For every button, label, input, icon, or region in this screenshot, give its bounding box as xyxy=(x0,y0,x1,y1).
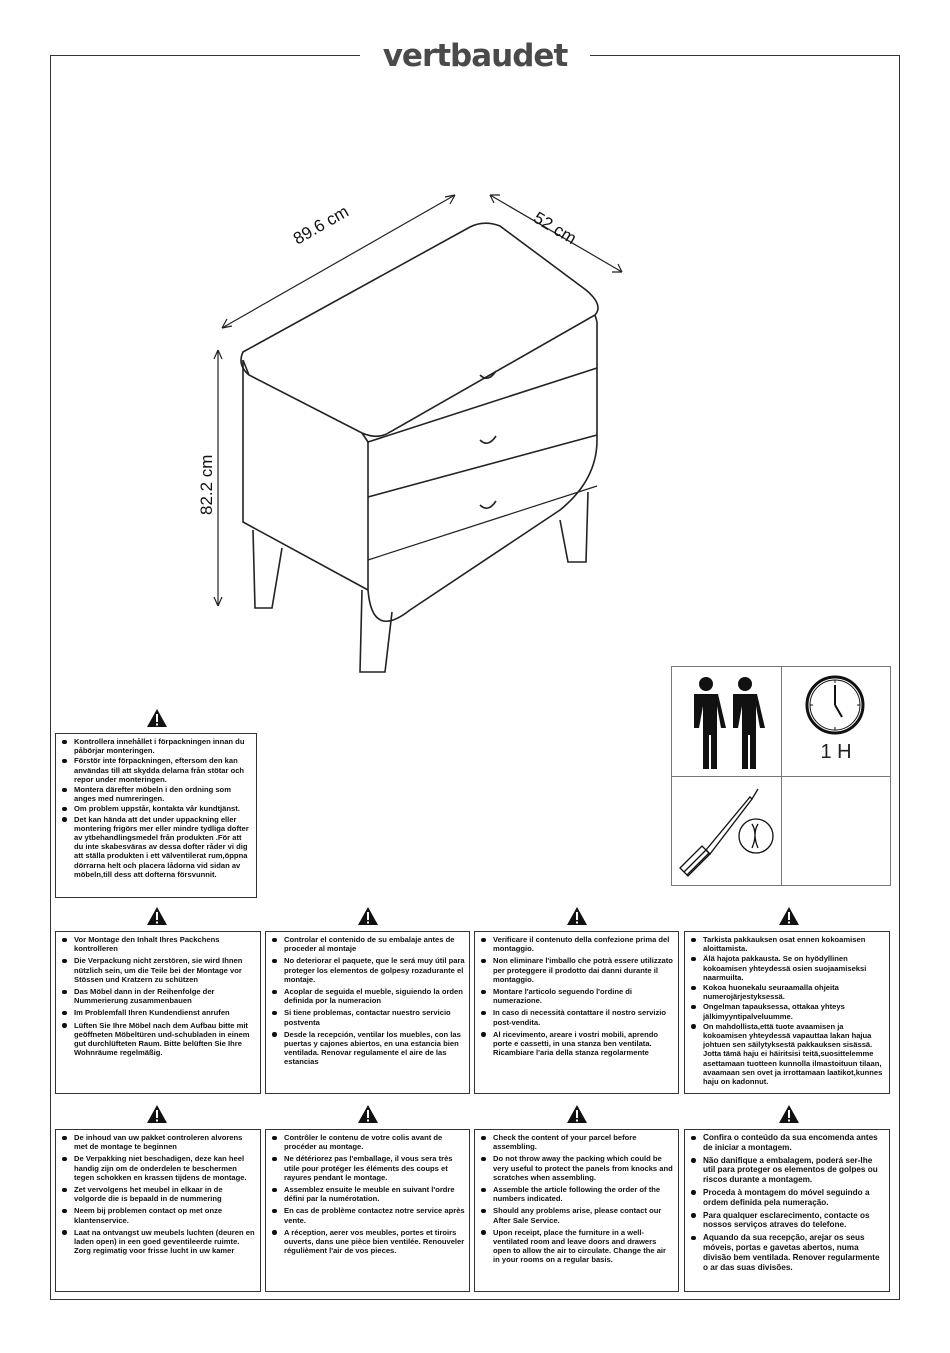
notice-item: Acoplar de seguida el mueble, siguiendo la orden definida por la numeracion xyxy=(270,987,465,1005)
warning-icon xyxy=(357,1104,379,1124)
notice-item: Tarkista pakkauksen osat ennen kokoamisen aloittamista. xyxy=(689,935,885,953)
notice-french xyxy=(265,1129,470,1292)
leg-front-left xyxy=(360,590,392,672)
notice-item: Vor Montage den Inhalt Ihres Packchens kontrolleren xyxy=(60,935,256,953)
leg-right xyxy=(560,492,588,562)
notice-item: Kontrollera innehållet i förpackningen innan du påbörjar monteringen. xyxy=(60,737,252,755)
notice-item: De inhoud van uw pakket controleren alvorens met de montage te beginnen xyxy=(60,1133,256,1151)
notice-item: Para qualquer esclarecimento, contacte os nossos serviços atraves do telefone. xyxy=(689,1211,885,1231)
assembly-info-grid xyxy=(671,666,891,886)
notice-item: Im Problemfall Ihren Kundendienst anrufen xyxy=(60,1008,256,1017)
warning-icon xyxy=(778,1104,800,1124)
warning-icon xyxy=(566,906,588,926)
drawer-line-3 xyxy=(368,486,597,560)
top-panel xyxy=(241,223,598,436)
notice-item: Si tiene problemas, contactar nuestro servicio postventa xyxy=(270,1008,465,1026)
notice-item: On mahdollista,että tuote avaamisen ja kokoamisen yhteydessä vapauttaa lakan hajua johtuen sen säilytyksestä pakkauksen sisässä. Jotta tämä haju ei häiritsisi teitä,suosittelemme asettamaan tuotteen kunnolla ilmastoituun tilaan, avaamaan sen ovet ja irrottamaan laatikot,kunnes haju on kadonnut. xyxy=(689,1022,885,1086)
depth-label: 52 cm xyxy=(530,208,580,249)
notice-item: Laat na ontvangst uw meubels luchten (deuren en laden open) in een goed geventileerde ruimte. Zorg regimatig voor frisse lucht in uw kamer xyxy=(60,1228,256,1256)
people-cell xyxy=(672,667,782,777)
notice-item: Check the content of your parcel before assembling. xyxy=(479,1133,674,1151)
notice-item: Montare l'articolo seguendo l'ordine di numerazione. xyxy=(479,987,674,1005)
notice-item: Zet vervolgens het meubel in elkaar in de volgorde die is bepaald in de nummering xyxy=(60,1185,256,1203)
tools-cell xyxy=(672,776,782,886)
warning-icon xyxy=(778,906,800,926)
notice-item: Neem bij problemen contact op met onze klantenservice. xyxy=(60,1206,256,1224)
notice-item: Non eliminare l'imballo che potrà essere utilizzato per proteggere il prodotto dai danni durante il montaggio. xyxy=(479,956,674,984)
notice-swedish xyxy=(55,733,257,898)
notice-item: In caso di necessità contattare il nostro servizio post-vendita. xyxy=(479,1008,674,1026)
notice-item: Ne détériorez pas l'emballage, il vous sera très utile pour protéger les éléments des coups et rayures pendant le montage. xyxy=(270,1154,465,1182)
notice-item: Verificare il contenuto della confezione prima del montaggio. xyxy=(479,935,674,953)
dresser-drawing xyxy=(190,180,630,680)
warning-icon xyxy=(566,1104,588,1124)
drawer-line-2 xyxy=(368,435,597,497)
notice-item: Förstör inte förpackningen, eftersom den kan användas till att skydda delarna från stötar och repor under monteringen. xyxy=(60,756,252,784)
front-panel xyxy=(368,322,597,621)
notice-item: Upon receipt, place the furniture in a well-ventilated room and leave doors and drawers open to allow the air to circulate. Change the air in your rooms on a regular basis. xyxy=(479,1228,674,1265)
notice-item: Om problem uppstår, kontakta vår kundtjänst. xyxy=(60,804,252,813)
notice-item: Assemble the article following the order of the numbers indicated. xyxy=(479,1185,674,1203)
notice-item: Contrôler le contenu de votre colis avant de procéder au montage. xyxy=(270,1133,465,1151)
time-cell xyxy=(781,667,891,777)
notice-item: Älä hajota pakkausta. Se on hyödyllinen kokoamisen yhteydessä osien suojaamiseksi naarmuilta. xyxy=(689,954,885,982)
notice-item: Assemblez ensuite le meuble en suivant l'ordre défini par la numérotation. xyxy=(270,1185,465,1203)
brand-logo: vertbaudet xyxy=(360,36,590,76)
notice-item: Controlar el contenido de su embalaje antes de proceder al montaje xyxy=(270,935,465,953)
notice-item: En cas de problème contactez notre service après vente. xyxy=(270,1206,465,1224)
warning-icon xyxy=(357,906,379,926)
notice-item: Al ricevimento, areare i vostri mobili, aprendo porte e cassetti, in una stanza ben ventilata. Ricambiare l'aria della stanza regolarmente xyxy=(479,1030,674,1058)
notice-finnish xyxy=(684,931,890,1094)
notice-item: Die Verpackung nicht zerstören, sie wird Ihnen nützlich sein, um die Teile bei der Montage vor Stössen und Kratzern zu schützen xyxy=(60,956,256,984)
notice-item: Lüften Sie Ihre Möbel nach dem Aufbau bitte mit geöffneten Möbeltüren und-schubladen in einem gut durchlüfteten Raum. Bitte belüften Sie Ihre Wohnräume regelmäßig. xyxy=(60,1021,256,1058)
notice-item: De Verpakking niet beschadigen, deze kan heel handig zijn om de onderdelen te beschermen tegen schokken en krassen tijdens de montage. xyxy=(60,1154,256,1182)
notice-item: Das Möbel dann in der Reihenfolge der Nummerierung zusammenbauen xyxy=(60,987,256,1005)
notice-item: Should any problems arise, please contact our After Sale Service. xyxy=(479,1206,674,1224)
notice-dutch xyxy=(55,1129,261,1292)
notice-item: Não danifique a embalagem, poderá ser-lhe util para proteger os elementos de golpes ou riscos durante a montagem. xyxy=(689,1156,885,1185)
side-panel xyxy=(243,360,368,590)
notice-item: A réception, aerer vos meubles, portes et tiroirs ouverts, dans une pièce bien ventilée. Renouveler régulièment l'air de vos pieces. xyxy=(270,1228,465,1256)
height-label: 82.2 cm xyxy=(197,454,216,515)
notice-english xyxy=(474,1129,679,1292)
notice-portuguese xyxy=(684,1129,890,1292)
notice-item: Kokoa huonekalu seuraamalla ohjeita numerojärjestyksessä. xyxy=(689,983,885,1001)
notice-spanish xyxy=(265,931,470,1094)
screwdriver-icon xyxy=(672,776,780,884)
notice-item: Confira o conteúdo da sua encomenda antes de iniciar a montagem. xyxy=(689,1133,885,1153)
empty-cell xyxy=(781,776,891,886)
assembly-time: 1 H xyxy=(820,741,852,763)
notice-item: Aquando da sua recepção, arejar os seus móveis, portas e gavetas abertos, numa divisão bem ventilada. Renover regularmente o ar das suas divisões. xyxy=(689,1233,885,1272)
notice-item: Desde la recepción, ventilar los muebles, con las puertas y cajones abiertos, en una estancia bien ventilada. Renovar regulamente el aire de las estancias xyxy=(270,1030,465,1067)
width-label: 89.6 cm xyxy=(290,201,352,249)
clock-icon xyxy=(781,667,889,737)
notice-item: No deteriorar el paquete, que le será muy útil para proteger los elementos de golpesy rozadurante el montaje. xyxy=(270,956,465,984)
notice-italian xyxy=(474,931,679,1094)
warning-icon xyxy=(146,708,168,728)
notice-item: Ongelman tapauksessa, ottakaa yhteys jälkimyyntipalveluumme. xyxy=(689,1002,885,1020)
notice-german xyxy=(55,931,261,1094)
warning-icon xyxy=(146,906,168,926)
notice-item: Proceda à montagem do móvel seguindo a ordem definida pela numeração. xyxy=(689,1188,885,1208)
notice-item: Det kan hända att det under uppackning eller montering frigörs mer eller mindre tydliga dofter av ytbehandlingsmedel från produkten .För att du inte skabesväras av dessa dofter råder vi dig att ställa produkten i ett välventilerat rum,öppna dörrarna helt och placera lådorna vid sidan av möbeln,till dess att dofterna försvunnit. xyxy=(60,815,252,879)
two-people-icon xyxy=(672,667,780,775)
notice-item: Montera därefter möbeln i den ordning som anges med numreringen. xyxy=(60,785,252,803)
notice-item: Do not throw away the packing which could be very useful to protect the panels from knocks and scratches when assembling. xyxy=(479,1154,674,1182)
warning-icon xyxy=(146,1104,168,1124)
